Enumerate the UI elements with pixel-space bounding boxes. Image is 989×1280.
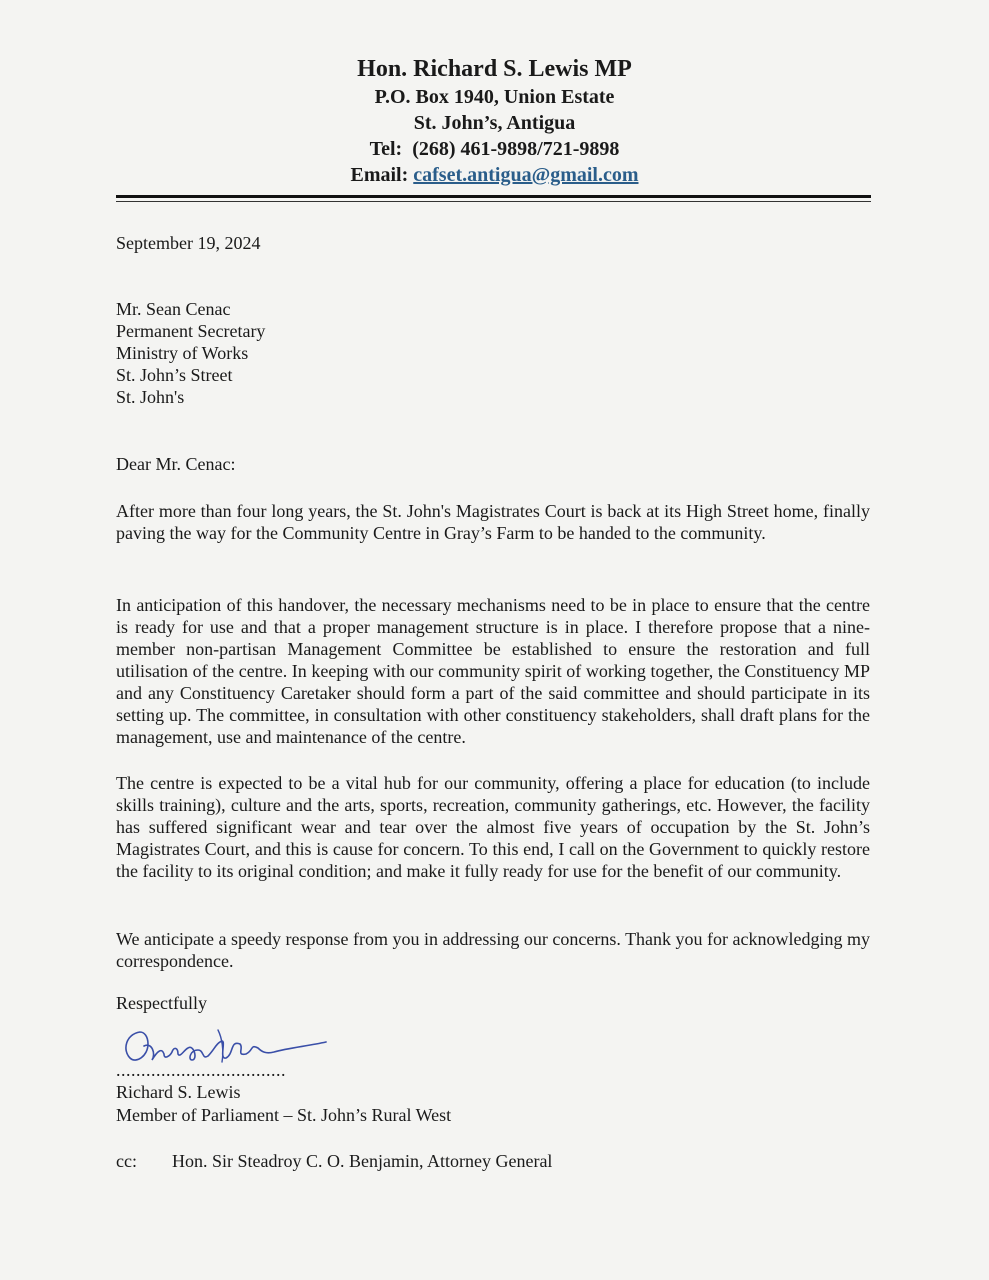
recipient-name: Mr. Sean Cenac [116,299,231,319]
sender-address-line-1: P.O. Box 1940, Union Estate [374,86,615,108]
body-paragraph-4: We anticipate a speedy response from you in addressing our concerns. Thank you for acknowledging my correspondence. [116,929,871,971]
body-paragraph-1: After more than four long years, the St. John's Magistrates Court is back at its High Street home, finally paving the way for the Community Centre in Gray’s Farm to be handed to the community. [116,501,870,543]
sender-address-line-2: St. John’s, Antigua [413,112,576,134]
sender-name: Hon. Richard S. Lewis MP [357,56,632,82]
closing: Respectfully [116,993,207,1013]
salutation: Dear Mr. Cenac: [116,454,236,474]
recipient-street: St. John’s Street [116,365,233,385]
email-link[interactable]: cafset.antigua@gmail.com [413,164,639,186]
letterhead [0,54,989,188]
sender-telephone [0,136,989,162]
telephone-value: (268) 461-9898/721-9898 [412,138,620,160]
cc-label: cc: [116,1151,137,1171]
recipient-address [116,298,265,408]
telephone-label: Tel: [369,138,403,160]
email-label: Email: [350,164,409,186]
signatory-name: Richard S. Lewis [116,1082,241,1102]
body-paragraph-2: In anticipation of this handover, the necessary mechanisms need to be in place to ensure that the centre is ready for use and that a proper management structure is in place. I therefore propose that a nine-member non-partisan Management Committee be established to ensure the restoration and full utilisation of the centre. In keeping with our community spirit of working together, the Constituency MP and any Constituency Caretaker should form a part of the said committee and should participate in its setting up. The committee, in consultation with other constituency stakeholders, shall draft plans for the management, use and maintenance of the centre. [116,595,870,747]
recipient-title: Permanent Secretary [116,321,266,341]
letter-date: September 19, 2024 [116,233,261,253]
signatory-title: Member of Parliament – St. John’s Rural West [116,1105,452,1125]
recipient-organization: Ministry of Works [116,343,249,363]
letterhead-divider-thick [116,195,871,198]
recipient-city: St. John's [116,387,185,407]
letterhead-divider-thin [116,201,871,202]
body-paragraph-3: The centre is expected to be a vital hub for our community, offering a place for education (to include skills training), culture and the arts, sports, recreation, community gatherings, etc. However, the facility has suffered significant wear and tear over the almost five years of occupation by the St. John’s Magistrates Court, and this is cause for concern. To this end, I call on the Government to quickly restore the facility to its original condition; and make it fully ready for use for the benefit of our community. [116,773,870,881]
cc-recipient: Hon. Sir Steadroy C. O. Benjamin, Attorney General [172,1151,553,1171]
sender-email [0,162,989,188]
signature-line: .................................. [116,1060,286,1080]
